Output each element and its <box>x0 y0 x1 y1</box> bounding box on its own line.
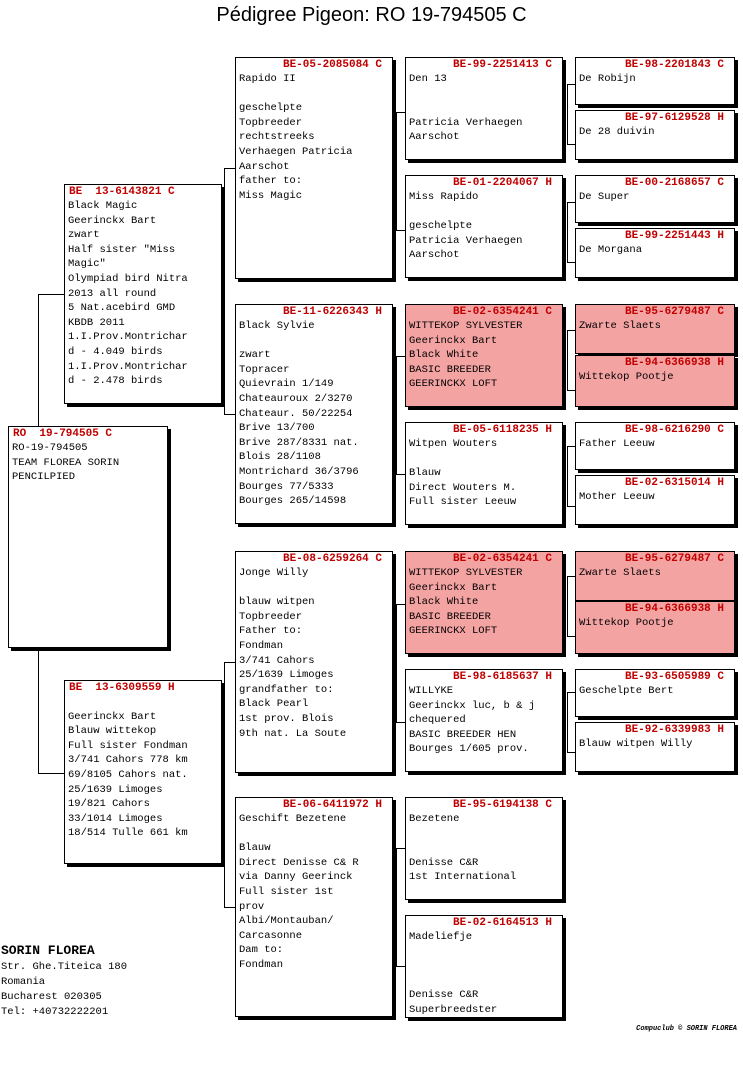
connector <box>567 576 568 636</box>
card-text-line: 69/8105 Cahors nat. <box>68 768 188 781</box>
connector <box>396 722 405 723</box>
card-text-line: Patricia Verhaegen <box>409 234 523 247</box>
ring-number: BE-99-2251443 H <box>624 230 724 242</box>
connector <box>396 356 397 474</box>
ring-number: BE-94-6366938 H <box>624 357 724 369</box>
card-text-line: Carcasonne <box>239 929 303 942</box>
card-text-line: via Danny Geerinck <box>239 871 353 884</box>
pedigree-card-dsss[interactable] <box>575 551 735 601</box>
connector <box>396 230 405 231</box>
connector <box>224 907 235 908</box>
card-text-line <box>236 581 392 596</box>
card-text-line: WITTEKOP SYLVESTER <box>409 567 523 579</box>
card-text-line: Miss Magic <box>239 189 303 202</box>
connector <box>224 662 225 907</box>
ring-number: RO 19-794505 C <box>13 428 113 440</box>
card-text-line: Blauw witpen Willy <box>579 738 693 750</box>
card-text-line: geschelpte <box>409 220 473 233</box>
pedigree-card-dss[interactable] <box>405 551 563 654</box>
ring-number: BE-92-6339983 H <box>624 724 724 736</box>
ring-number: BE-02-6354241 C <box>452 553 552 565</box>
card-text-line: zwart <box>68 229 100 242</box>
card-text-line: 9th nat. La Soute <box>239 727 347 740</box>
card-text-line: De 28 duivin <box>579 126 655 138</box>
card-text-line: Blois 28/1108 <box>239 451 321 464</box>
pedigree-card-sdd[interactable] <box>405 422 563 525</box>
card-text-line: Black White <box>409 596 479 609</box>
card-text-line: Montrichard 36/3796 <box>239 465 359 478</box>
card-text-line: Blauw <box>239 842 271 855</box>
owner-address-line: Romania <box>1 976 46 988</box>
card-text-line: Denisse C&R <box>409 989 479 1002</box>
card-text-line: 25/1639 Limoges <box>68 783 163 796</box>
ring-number: BE 13-6309559 H <box>69 682 175 694</box>
ring-number: BE-02-6354241 C <box>452 306 552 318</box>
card-text-line: Verhaegen Patricia <box>239 145 353 158</box>
connector <box>224 168 225 414</box>
ring-number: BE-99-2251413 C <box>452 59 552 71</box>
ring-number: BE-00-2168657 C <box>624 177 724 189</box>
pedigree-card-sire-sire[interactable] <box>235 57 393 279</box>
connector <box>396 848 405 849</box>
card-text-line: Father Leeuw <box>579 438 655 450</box>
card-text-line: De Robijn <box>579 73 636 85</box>
card-text-line <box>406 945 562 960</box>
ring-number: BE-94-6366938 H <box>624 603 724 615</box>
ring-number: BE 13-6143821 C <box>69 186 175 198</box>
card-text-line: Full sister Leeuw <box>409 496 517 509</box>
card-text-line: De Morgana <box>579 244 643 256</box>
card-text-line: Geerinckx Bart <box>409 581 498 594</box>
pedigree-card-dsds[interactable] <box>575 669 735 717</box>
connector <box>567 636 575 637</box>
card-text-line: Chateaur. 50/22254 <box>239 407 353 420</box>
pedigree-card-sdds[interactable] <box>575 422 735 470</box>
card-text-line: zwart <box>239 349 271 362</box>
card-text-line: Direct Denisse C& R <box>239 856 359 869</box>
connector <box>567 330 575 331</box>
pedigree-card-ssss[interactable] <box>575 57 735 105</box>
card-text-line: Zwarte Slaets <box>579 567 661 579</box>
connector <box>567 84 568 144</box>
ring-number: BE-95-6279487 C <box>624 553 724 565</box>
card-text-line: Aarschot <box>409 131 460 144</box>
ring-number: BE-02-6164513 H <box>452 917 552 929</box>
card-text-line: Rapido II <box>239 73 296 85</box>
card-text-line: BASIC BREEDER <box>409 610 491 623</box>
card-text-line: grandfather to: <box>239 683 334 696</box>
owner-address-line: Str. Ghe.Titeica 180 <box>1 961 128 973</box>
card-text-line: GEERINCKX LOFT <box>409 625 498 638</box>
card-text-line: PENCILPIED <box>12 471 76 484</box>
card-text-line: GEERINCKX LOFT <box>409 378 498 391</box>
connector <box>396 604 397 722</box>
card-text-line: Brive 287/8331 nat. <box>239 436 359 449</box>
card-text-line: blauw witpen <box>239 596 315 609</box>
card-text-line <box>406 452 562 467</box>
card-text-line: Aarschot <box>239 160 290 173</box>
connector <box>396 112 397 230</box>
pedigree-card-sss[interactable] <box>405 57 563 160</box>
card-text-line: Denisse C&R <box>409 856 479 869</box>
owner-phone: Tel: +40732222201 <box>1 1006 109 1018</box>
card-text-line: KBDB 2011 <box>68 316 125 329</box>
card-text-line: Madeliefje <box>409 931 473 943</box>
pedigree-card-ssdd[interactable] <box>575 228 735 278</box>
connector <box>567 506 575 507</box>
connector <box>38 651 39 773</box>
card-text-line: Olympiad bird Nitra <box>68 272 188 285</box>
connector <box>567 692 568 752</box>
card-text-line: WITTEKOP SYLVESTER <box>409 320 523 332</box>
card-text-line: Dam to: <box>239 944 284 957</box>
card-text-line: chequered <box>409 714 466 727</box>
card-text-line: Wittekop Pootje <box>579 371 674 383</box>
card-text-line <box>236 334 392 349</box>
card-text-line: Witpen Wouters <box>409 438 498 450</box>
pedigree-card-dam-sire[interactable] <box>235 551 393 773</box>
connector <box>567 144 575 145</box>
connector <box>567 692 575 693</box>
card-text-line: prov <box>239 900 265 913</box>
card-text-line: Den 13 <box>409 73 447 85</box>
card-text-line: BASIC BREEDER HEN <box>409 728 517 741</box>
card-text-line: WILLYKE <box>409 685 454 697</box>
owner-address-line: Bucharest 020305 <box>1 991 102 1003</box>
card-text-line: Geerinckx Bart <box>409 334 498 347</box>
card-text-line: Geerinckx luc, b & j <box>409 699 536 712</box>
pedigree-card-dsdd[interactable] <box>575 722 735 772</box>
pedigree-card-sddd[interactable] <box>575 475 735 525</box>
connector <box>567 202 568 262</box>
card-text-line: Topbreeder <box>239 610 303 623</box>
card-text-line: d - 4.049 birds <box>68 345 163 358</box>
card-text-line: Aarschot <box>409 249 460 262</box>
pedigree-card-sdss[interactable] <box>575 304 735 354</box>
card-text-line: father to: <box>239 175 303 188</box>
card-text-line: Bourges 265/14598 <box>239 495 347 508</box>
card-text-line: Geschelpte Bert <box>579 685 674 697</box>
card-text-line <box>406 87 562 102</box>
card-text-line: 2013 all round <box>68 287 157 300</box>
connector <box>38 294 39 427</box>
card-text-line <box>406 101 562 116</box>
connector <box>396 966 405 967</box>
card-text-line: rechtstreeks <box>239 131 315 144</box>
pedigree-card-ddd[interactable] <box>405 915 563 1018</box>
ring-number: BE-05-2085084 C <box>282 59 382 71</box>
card-text-line: geschelpte <box>239 102 303 115</box>
card-text-line <box>406 841 562 856</box>
card-text-line: Brive 13/700 <box>239 422 315 435</box>
ring-number: BE-98-2201843 C <box>624 59 724 71</box>
ring-number: BE-97-6129528 H <box>624 112 724 124</box>
card-text-line <box>406 205 562 220</box>
ring-number: BE-95-6279487 C <box>624 306 724 318</box>
pedigree-card-dam-dam[interactable] <box>235 797 393 1017</box>
ring-number: BE-95-6194138 C <box>452 799 552 811</box>
card-text-line <box>406 827 562 842</box>
pedigree-card-subject[interactable] <box>8 426 168 648</box>
card-text-line: Father to: <box>239 625 303 638</box>
card-text-line: Wittekop Pootje <box>579 617 674 629</box>
card-text-line: Geerinckx Bart <box>68 214 157 227</box>
card-text-line: Zwarte Slaets <box>579 320 661 332</box>
card-text-line: Full sister 1st <box>239 885 334 898</box>
connector <box>396 604 405 605</box>
card-text-line: RO-19-794505 <box>12 442 88 454</box>
ring-number: BE-98-6185637 H <box>452 671 552 683</box>
ring-number: BE-01-2204067 H <box>452 177 552 189</box>
card-text-line: Superbreedster <box>409 1003 498 1016</box>
card-text-line: 1.I.Prov.Montrichar <box>68 331 188 344</box>
connector <box>38 773 64 774</box>
card-text-line: BASIC BREEDER <box>409 363 491 376</box>
card-text-line: Black Pearl <box>239 698 309 711</box>
card-text-line: Blauw wittekop <box>68 725 157 738</box>
connector <box>567 84 575 85</box>
pedigree-card-sire[interactable] <box>64 184 222 404</box>
ring-number: BE-06-6411972 H <box>282 799 382 811</box>
card-text-line: 25/1639 Limoges <box>239 669 334 682</box>
card-text-line: Topracer <box>239 363 290 376</box>
card-text-line: 19/821 Cahors <box>68 798 150 811</box>
ring-number: BE-05-6118235 H <box>452 424 552 436</box>
pedigree-card-dsd[interactable] <box>405 669 563 772</box>
connector <box>567 446 568 506</box>
card-text-line: 3/741 Cahors <box>239 654 315 667</box>
connector <box>396 474 405 475</box>
card-text-line: 18/514 Tulle 661 km <box>68 827 188 840</box>
connector <box>567 576 575 577</box>
pedigree-card-dssd[interactable] <box>575 601 735 654</box>
connector <box>396 112 405 113</box>
card-text-line: Black Magic <box>68 200 138 212</box>
pedigree-card-sds[interactable] <box>405 304 563 407</box>
card-text-line: Topbreeder <box>239 116 303 129</box>
card-text-line: Geschift Bezetene <box>239 813 347 825</box>
card-text-line: Jonge Willy <box>239 567 309 579</box>
card-text-line: Quievrain 1/149 <box>239 378 334 391</box>
card-text-line: Direct Wouters M. <box>409 481 517 494</box>
card-text-line <box>65 695 221 710</box>
connector <box>396 848 397 966</box>
connector <box>567 262 575 263</box>
connector <box>38 294 64 295</box>
ring-number: BE-02-6315014 H <box>624 477 724 489</box>
card-text-line: 1st prov. Blois <box>239 712 334 725</box>
card-text-line: Half sister "Miss <box>68 243 176 256</box>
connector <box>224 168 235 169</box>
connector <box>567 390 575 391</box>
pedigree-card-sire-dam[interactable] <box>235 304 393 524</box>
owner-block <box>1 942 127 1020</box>
card-text-line: TEAM FLOREA SORIN <box>12 456 120 469</box>
card-text-line <box>406 974 562 989</box>
card-text-line: Black Sylvie <box>239 320 315 332</box>
card-text-line: 1.I.Prov.Montrichar <box>68 360 188 373</box>
card-text-line: 3/741 Cahors 778 km <box>68 754 188 767</box>
connector <box>567 446 575 447</box>
card-text-line: Mother Leeuw <box>579 491 655 503</box>
page-title: Pédigree Pigeon: RO 19-794505 C <box>216 4 527 26</box>
card-text-line: 5 Nat.acebird GMD <box>68 302 176 315</box>
footer-credit: Compuclub © SORIN FLOREA <box>636 1025 737 1033</box>
card-text-line: Bourges 77/5333 <box>239 480 334 493</box>
card-text-line: Fondman <box>239 958 284 971</box>
ring-number: BE-93-6505989 C <box>624 671 724 683</box>
card-text-line: Albi/Montauban/ <box>239 915 334 928</box>
connector <box>567 752 575 753</box>
card-text-line: Black White <box>409 349 479 362</box>
card-text-line <box>236 87 392 102</box>
pedigree-card-dam[interactable] <box>64 680 222 864</box>
owner-name: SORIN FLOREA <box>1 943 95 958</box>
card-text-line: Miss Rapido <box>409 191 479 203</box>
card-text-line: De Super <box>579 191 630 203</box>
pedigree-card-ssd[interactable] <box>405 175 563 278</box>
card-text-line: Full sister Fondman <box>68 739 188 752</box>
connector <box>567 330 568 390</box>
connector <box>396 356 405 357</box>
pedigree-card-dds[interactable] <box>405 797 563 900</box>
card-text-line: d - 2.478 birds <box>68 375 163 388</box>
ring-number: BE-08-6259264 C <box>282 553 382 565</box>
card-text-line: Blauw <box>409 467 441 480</box>
card-text-line: Bezetene <box>409 813 460 825</box>
card-text-line: Patricia Verhaegen <box>409 116 523 129</box>
card-text-line: Chateauroux 2/3270 <box>239 392 353 405</box>
card-text-line <box>406 959 562 974</box>
connector <box>224 662 235 663</box>
card-text-line: Magic" <box>68 258 106 271</box>
card-text-line: Fondman <box>239 639 284 652</box>
pedigree-card-ssds[interactable] <box>575 175 735 223</box>
pedigree-card-sdsd[interactable] <box>575 355 735 407</box>
card-text-line: 1st International <box>409 871 517 884</box>
card-text-line: 33/1014 Limoges <box>68 812 163 825</box>
card-text-line: Bourges 1/605 prov. <box>409 743 529 756</box>
pedigree-card-sssd[interactable] <box>575 110 735 160</box>
connector <box>567 202 575 203</box>
connector <box>224 414 235 415</box>
card-text-line: Geerinckx Bart <box>68 710 157 723</box>
ring-number: BE-98-6216290 C <box>624 424 724 436</box>
ring-number: BE-11-6226343 H <box>282 306 382 318</box>
card-text-line <box>236 827 392 842</box>
